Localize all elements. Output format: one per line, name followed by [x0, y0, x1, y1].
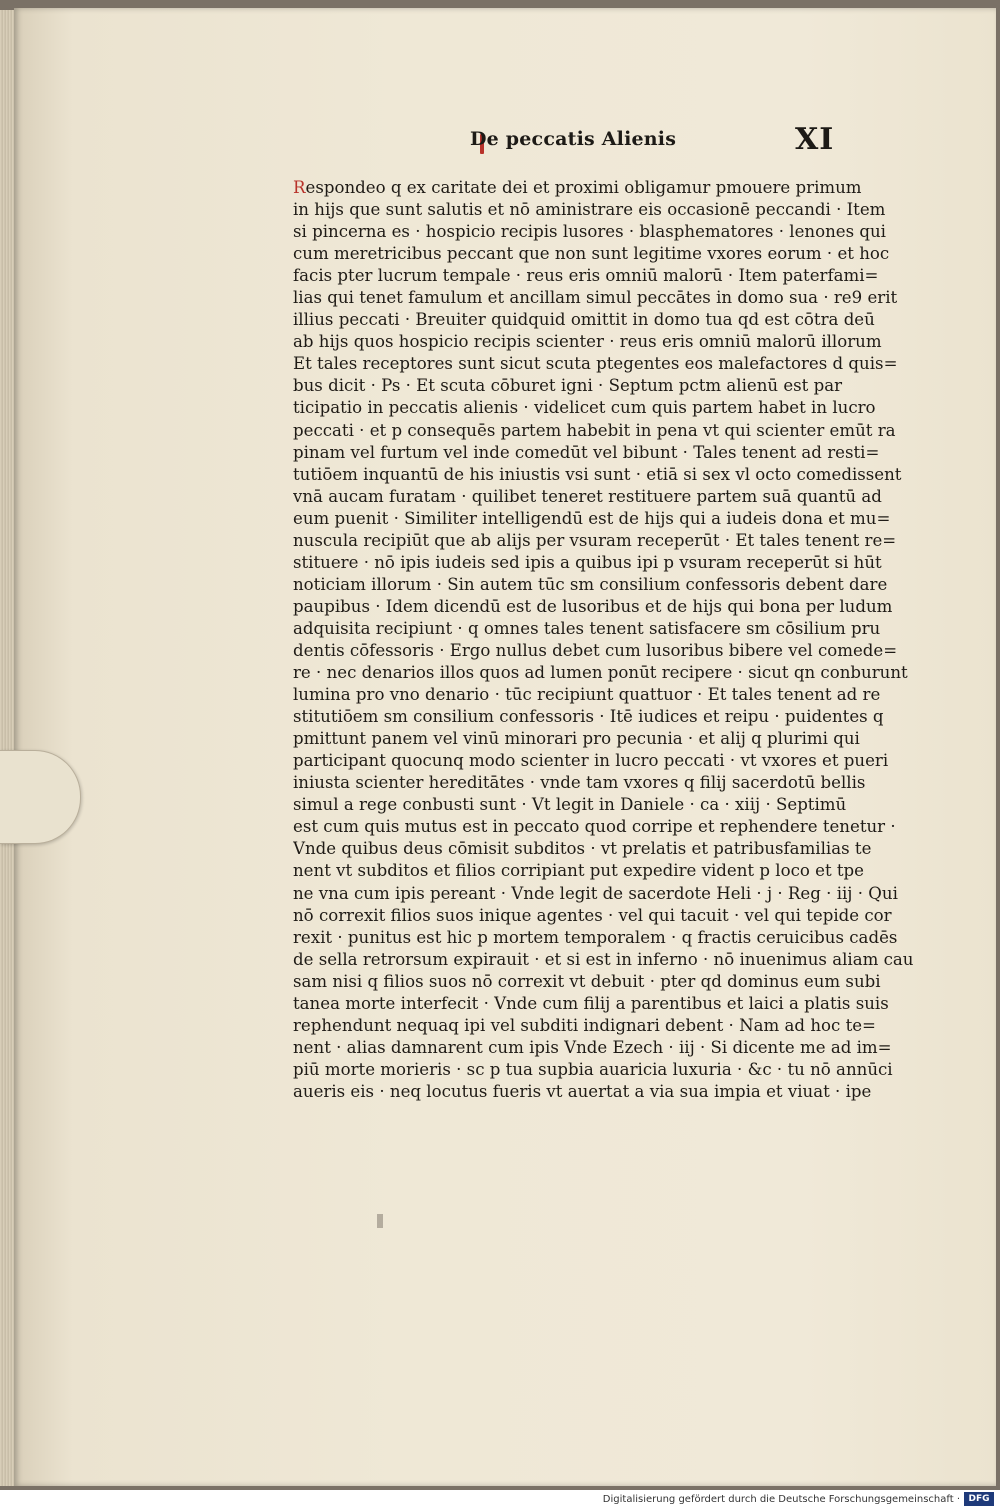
text-line: est cum quis mutus est in peccato quod corripe et rephendere tenetur ·	[293, 817, 896, 837]
body-text	[293, 177, 933, 1103]
text-line: stituere · nō ipis iudeis sed ipis a quibus ipi p vsuram receperūt si hūt	[293, 552, 882, 572]
text-line: bus dicit · Ps · Et scuta cōburet igni · Septum pctm alienū est par	[293, 376, 843, 396]
digitization-credit: Digitalisierung gefördert durch die Deutsche Forschungsgemeinschaft ·	[602, 1494, 960, 1505]
text-line: sam nisi q filios suos nō correxit vt debuit · pter qd dominus eum subi	[293, 971, 881, 991]
text-line: vnā aucam furatam · quilibet teneret restituere partem suā quantū ad	[293, 486, 882, 506]
text-line: noticiam illorum · Sin autem tūc sm consilium confessoris debent dare	[293, 574, 888, 594]
text-line: nent · alias damnarent cum ipis Vnde Ezech · iij · Si dicente me ad im=	[293, 1037, 892, 1057]
text-line: nent vt subditos et filios corripiant put expedire vident p loco et tpe	[293, 861, 865, 881]
text-line: eum puenit · Similiter intelligendū est de hijs qui a iudeis dona et mu=	[293, 508, 891, 528]
dfg-logo: DFG	[964, 1492, 994, 1506]
text-line: si pincerna es · hospicio recipis lusores · blasphematores · lenones qui	[293, 222, 886, 242]
text-line: iniusta scienter hereditātes · vnde tam vxores q filij sacerdotū bellis	[293, 773, 866, 793]
page-header	[470, 122, 850, 162]
text-line: simul a rege conbusti sunt · Vt legit in Daniele · ca · xiij · Septimū	[293, 795, 847, 815]
text-line: facis pter lucrum tempale · reus eris omniū malorū · Item paterfami=	[293, 266, 879, 286]
text-line: pmittunt panem vel vinū minorari pro pecunia · et alij q plurimi qui	[293, 729, 860, 749]
text-line: stitutiōem sm consilium confessoris · Itē iudices et reipu · puidentes q	[293, 707, 884, 727]
text-line: pinam vel furtum vel inde comedūt vel bibunt · Tales tenent ad resti=	[293, 442, 880, 462]
text-line: in hijs que sunt salutis et nō aministrare eis occasionē peccandi · Item	[293, 200, 886, 220]
text-line: tutiōem inquantū de his iniustis vsi sunt · etiā si sex vl octo comedissent	[293, 464, 902, 484]
text-line: adquisita recipiunt · q omnes tales tenent satisfacere sm cōsilium pru	[293, 618, 881, 638]
text-line: nuscula recipiūt que ab alijs per vsuram receperūt · Et tales tenent re=	[293, 530, 897, 550]
text-line: piū morte morieris · sc p tua supbia auaricia luxuria · &c · tu nō annūci	[293, 1059, 893, 1079]
text-line: Respondeo q ex caritate dei et proximi obligamur pmouere primum	[293, 178, 862, 197]
text-line: Et tales receptores sunt sicut scuta ptegentes eos malefactores d quis=	[293, 354, 898, 374]
book-page-edges	[0, 10, 14, 1486]
text-line: ne vna cum ipis pereant · Vnde legit de sacerdote Heli · j · Reg · iij · Qui	[293, 883, 898, 903]
text-line: lumina pro vno denario · tūc recipiunt quattuor · Et tales tenent ad re	[293, 685, 881, 705]
text-line: re · nec denarios illos quos ad lumen ponūt recipere · sicut qn conburunt	[293, 663, 908, 683]
text-line: dentis cōfessoris · Ergo nullus debet cum lusoribus bibere vel comede=	[293, 640, 898, 660]
rubric-initial: R	[293, 178, 306, 197]
text-line: lias qui tenet famulum et ancillam simul peccātes in domo sua · re9 erit	[293, 288, 898, 308]
text-line: aueris eis · neq locutus fueris vt auertat a via sua impia et viuat · ipe	[293, 1081, 872, 1101]
text-line: rephendunt nequaq ipi vel subditi indignari debent · Nam ad hoc te=	[293, 1015, 876, 1035]
ink-smudge	[377, 1214, 383, 1228]
text-line: de sella retrorsum expirauit · et si est in inferno · nō inuenimus aliam cau	[293, 949, 914, 969]
text-line: cum meretricibus peccant que non sunt legitime vxores eorum · et hoc	[293, 244, 890, 264]
text-line: participant quocunq modo scienter in lucro peccati · vt vxores et pueri	[293, 751, 889, 771]
text-line: nō correxit filios suos inique agentes · vel qui tacuit · vel qui tepide cor	[293, 905, 892, 925]
text-line: Vnde quibus deus cōmisit subditos · vt prelatis et patribusfamilias te	[293, 839, 872, 859]
text-line: paupibus · Idem dicendū est de lusoribus et de hijs qui bona per ludum	[293, 596, 893, 616]
text-line: illius peccati · Breuiter quidquid omittit in domo tua qd est cōtra deū	[293, 310, 875, 330]
text-line: rexit · punitus est hic p mortem temporalem · q fractis ceruicibus cadēs	[293, 927, 898, 947]
folio-number: XI	[795, 122, 835, 157]
text-line: peccati · et p consequēs partem habebit in pena vt qui scienter emūt ra	[293, 420, 896, 440]
text-line: tanea morte interfecit · Vnde cum filij a parentibus et laici a platis suis	[293, 993, 889, 1013]
text-line: ticipatio in peccatis alienis · videlicet cum quis partem habet in lucro	[293, 398, 876, 418]
text-line: ab hijs quos hospicio recipis scienter · reus eris omniū malorū illorum	[293, 332, 882, 352]
running-title: De peccatis Alienis	[470, 128, 677, 150]
